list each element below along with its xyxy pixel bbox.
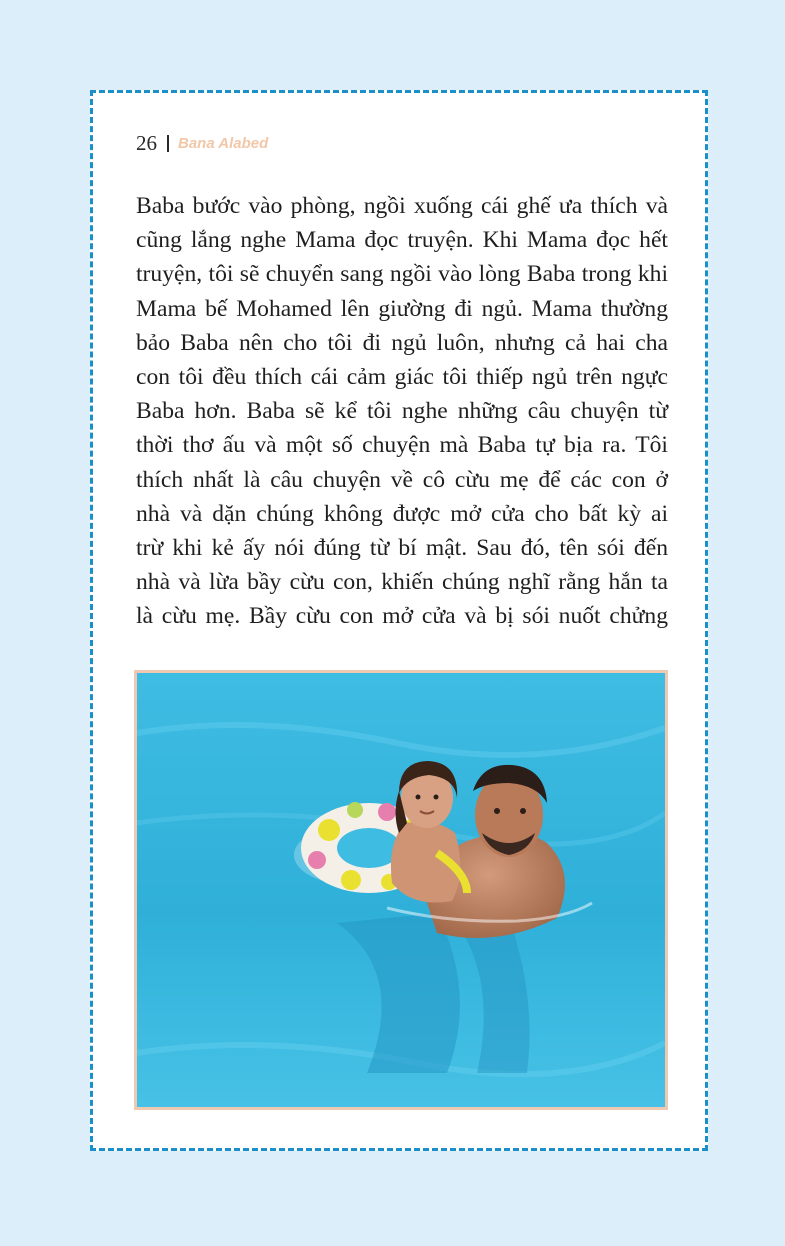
author-name: Bana Alabed <box>178 134 269 152</box>
text-line: nhà và dặn chúng không được mở cửa cho bất kỳ ai <box>136 500 668 527</box>
text-line: Baba hơn. Baba sẽ kể tôi nghe những câu chuyện từ <box>136 398 668 425</box>
pool-photo-illustration <box>137 673 665 1107</box>
text-line: truyện, tôi sẽ chuyển sang ngồi vào lòng Baba trong khi <box>136 261 668 288</box>
text-line: cũng lắng nghe Mama đọc truyện. Khi Mama đọc hết <box>136 227 668 254</box>
body-paragraph <box>136 189 668 633</box>
text-line: nhà và lừa bầy cừu con, khiến chúng nghĩ rằng hắn ta <box>136 569 668 596</box>
text-line: bảo Baba nên cho tôi đi ngủ luôn, nhưng cả hai cha <box>136 329 668 356</box>
text-line: thời thơ ấu và một số chuyện mà Baba tự bịa ra. Tôi <box>136 432 668 459</box>
text-line: thích nhất là câu chuyện về cô cừu mẹ để các con ở <box>136 466 668 493</box>
text-line: Mama bế Mohamed lên giường đi ngủ. Mama thường <box>136 295 668 322</box>
text-line: con tôi đều thích cái cảm giác tôi thiếp ngủ trên ngực <box>136 363 668 390</box>
text-line: trừ khi kẻ ấy nói đúng từ bí mật. Sau đó, tên sói đến <box>136 534 668 561</box>
text-line: Baba bước vào phòng, ngồi xuống cái ghế ưa thích và <box>136 193 668 219</box>
page-number: 26 <box>136 130 157 155</box>
pool-photo <box>134 670 668 1110</box>
text-line: là cừu mẹ. Bầy cừu con mở cửa và bị sói nuốt chửng <box>136 603 668 630</box>
header-divider <box>167 135 169 152</box>
running-header <box>136 128 268 158</box>
